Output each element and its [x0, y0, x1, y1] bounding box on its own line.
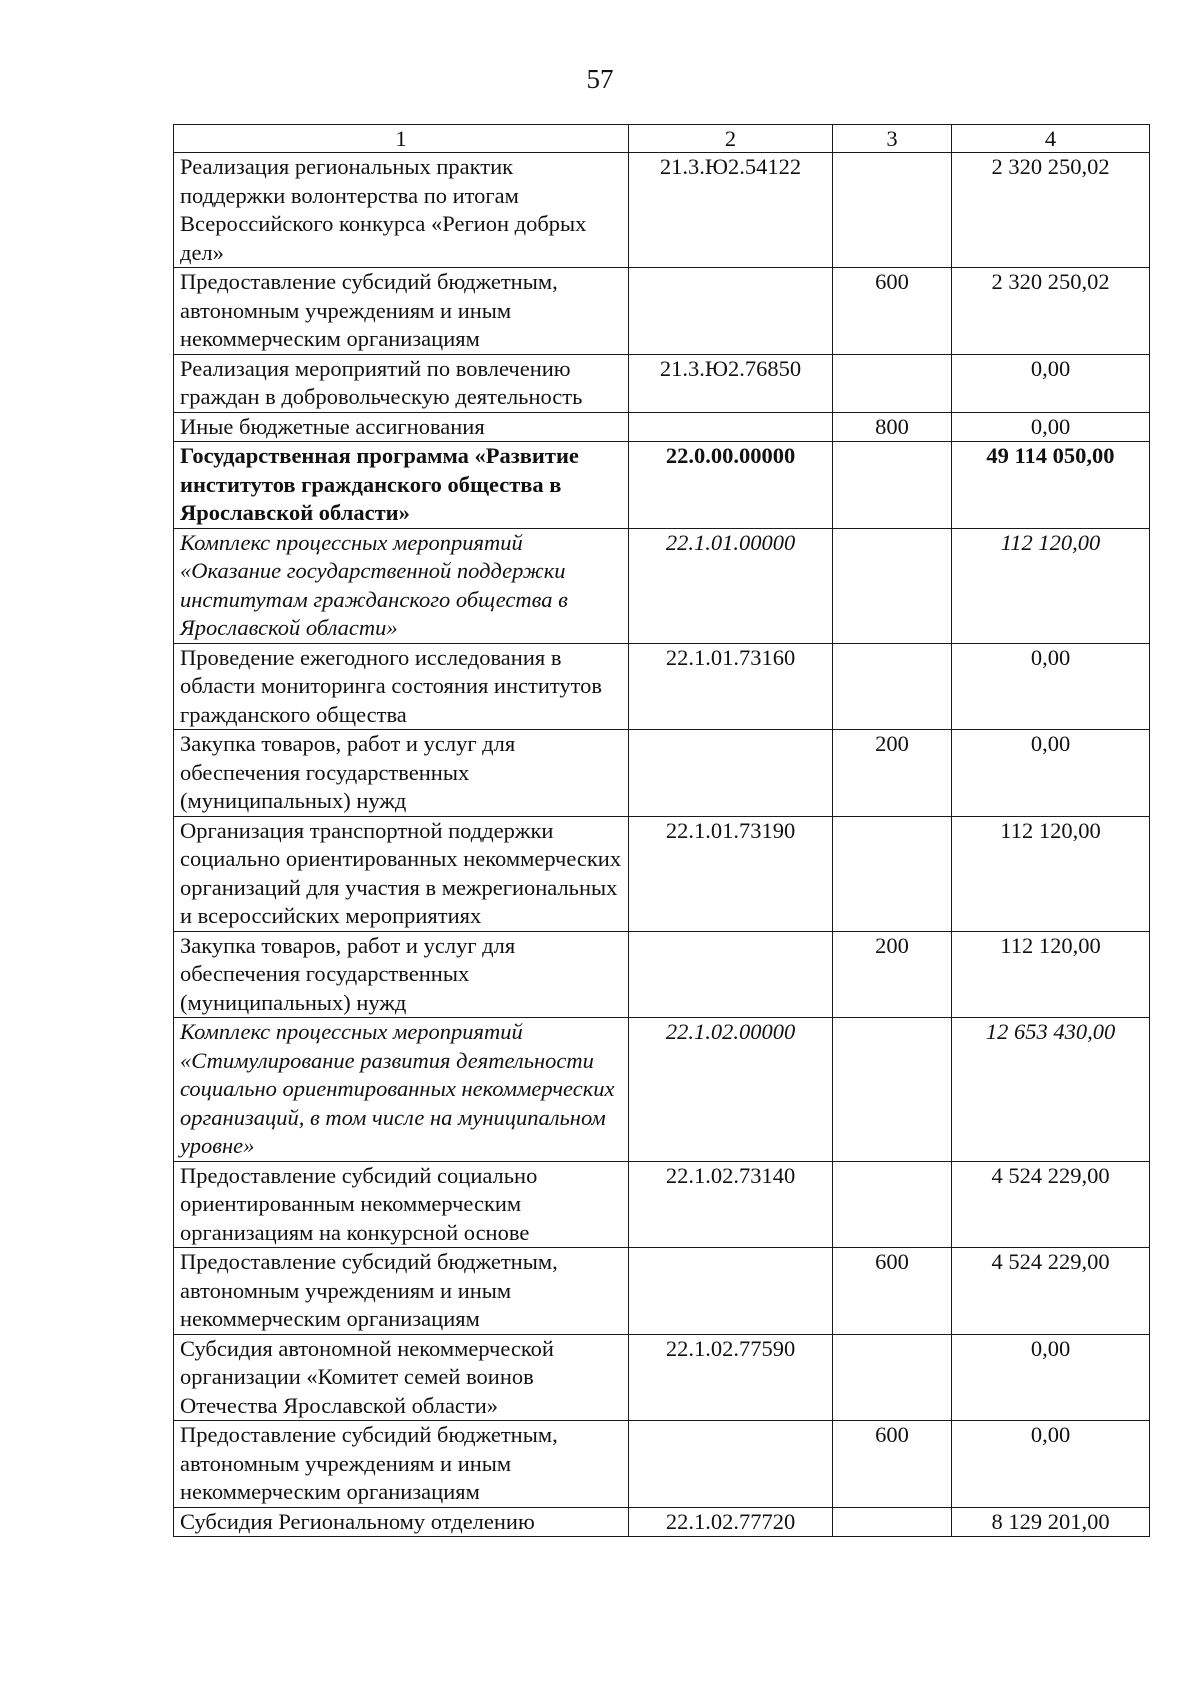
row-name-cell: Комплекс процессных мероприятий «Стимулирование развития деятельности социально ориентированных некоммерческих организаций, в том числе на муниципальном уровне»: [174, 1018, 629, 1162]
row-code-cell: 22.1.02.77590: [629, 1334, 833, 1421]
row-expense-type-cell: 600: [833, 268, 952, 355]
row-amount-cell: 12 653 430,00: [952, 1018, 1150, 1162]
header-cell-type: 3: [833, 125, 952, 153]
header-cell-amount: 4: [952, 125, 1150, 153]
row-amount-cell: 4 524 229,00: [952, 1248, 1150, 1335]
page-number: 57: [586, 64, 614, 94]
row-amount-cell: 0,00: [952, 354, 1150, 412]
row-name-cell: Реализация мероприятий по вовлечению граждан в добровольческую деятельность: [174, 354, 629, 412]
row-amount-cell: 0,00: [952, 1421, 1150, 1508]
row-expense-type-cell: [833, 1507, 952, 1537]
row-code-cell: 21.3.Ю2.54122: [629, 153, 833, 268]
row-name-cell: Комплекс процессных мероприятий «Оказание государственной поддержки институтам гражданского общества в Ярославской области»: [174, 528, 629, 643]
row-expense-type-cell: 200: [833, 931, 952, 1018]
row-code-cell: 22.1.02.77720: [629, 1507, 833, 1537]
row-code-cell: 22.0.00.00000: [629, 442, 833, 529]
row-code-cell: 22.1.01.00000: [629, 528, 833, 643]
row-code-cell: [629, 931, 833, 1018]
row-name-cell: Организация транспортной поддержки социально ориентированных некоммерческих организаций для участия в межрегиональных и всероссийских мероприятиях: [174, 816, 629, 931]
row-amount-cell: 0,00: [952, 412, 1150, 442]
row-code-cell: [629, 1248, 833, 1335]
row-code-cell: 22.1.02.00000: [629, 1018, 833, 1162]
row-code-cell: [629, 268, 833, 355]
row-expense-type-cell: [833, 528, 952, 643]
row-expense-type-cell: [833, 1018, 952, 1162]
table-body: [174, 125, 1150, 1537]
table-row: [174, 268, 1150, 355]
row-name-cell: Предоставление субсидий социально ориентированным некоммерческим организациям на конкурсной основе: [174, 1161, 629, 1248]
row-amount-cell: 49 114 050,00: [952, 442, 1150, 529]
header-cell-name: 1: [174, 125, 629, 153]
row-name-cell: Предоставление субсидий бюджетным, автономным учреждениям и иным некоммерческим организациям: [174, 268, 629, 355]
row-name-cell: Реализация региональных практик поддержки волонтерства по итогам Всероссийского конкурса «Регион добрых дел»: [174, 153, 629, 268]
row-expense-type-cell: 200: [833, 730, 952, 817]
table-row: [174, 442, 1150, 529]
row-amount-cell: 2 320 250,02: [952, 153, 1150, 268]
row-name-cell: Закупка товаров, работ и услуг для обеспечения государственных (муниципальных) нужд: [174, 730, 629, 817]
row-name-cell: Субсидия Региональному отделению: [174, 1507, 629, 1537]
row-code-cell: [629, 730, 833, 817]
budget-table: [173, 124, 1150, 1537]
row-name-cell: Закупка товаров, работ и услуг для обеспечения государственных (муниципальных) нужд: [174, 931, 629, 1018]
row-amount-cell: 0,00: [952, 643, 1150, 730]
table-row: [174, 1507, 1150, 1537]
row-name-cell: Субсидия автономной некоммерческой организации «Комитет семей воинов Отечества Ярославской области»: [174, 1334, 629, 1421]
table-row: [174, 816, 1150, 931]
row-expense-type-cell: [833, 1161, 952, 1248]
row-amount-cell: 112 120,00: [952, 528, 1150, 643]
row-expense-type-cell: [833, 442, 952, 529]
table-row: [174, 730, 1150, 817]
row-code-cell: 22.1.01.73160: [629, 643, 833, 730]
row-code-cell: 22.1.01.73190: [629, 816, 833, 931]
header-cell-code: 2: [629, 125, 833, 153]
row-amount-cell: 4 524 229,00: [952, 1161, 1150, 1248]
row-expense-type-cell: [833, 153, 952, 268]
table-row: [174, 1248, 1150, 1335]
row-expense-type-cell: 600: [833, 1421, 952, 1508]
table-row: [174, 153, 1150, 268]
row-expense-type-cell: [833, 643, 952, 730]
row-name-cell: Проведение ежегодного исследования в области мониторинга состояния институтов гражданского общества: [174, 643, 629, 730]
row-name-cell: Предоставление субсидий бюджетным, автономным учреждениям и иным некоммерческим организациям: [174, 1421, 629, 1508]
table-row: [174, 931, 1150, 1018]
table-row: [174, 1421, 1150, 1508]
row-name-cell: Государственная программа «Развитие институтов гражданского общества в Ярославской области»: [174, 442, 629, 529]
table-row: [174, 643, 1150, 730]
row-amount-cell: 112 120,00: [952, 931, 1150, 1018]
table-row: [174, 528, 1150, 643]
row-amount-cell: 112 120,00: [952, 816, 1150, 931]
row-expense-type-cell: [833, 1334, 952, 1421]
row-name-cell: Иные бюджетные ассигнования: [174, 412, 629, 442]
row-expense-type-cell: 800: [833, 412, 952, 442]
row-amount-cell: 0,00: [952, 730, 1150, 817]
row-amount-cell: 2 320 250,02: [952, 268, 1150, 355]
row-expense-type-cell: [833, 816, 952, 931]
row-amount-cell: 0,00: [952, 1334, 1150, 1421]
table-header-row: [174, 125, 1150, 153]
row-expense-type-cell: 600: [833, 1248, 952, 1335]
row-expense-type-cell: [833, 354, 952, 412]
table-row: [174, 1018, 1150, 1162]
row-code-cell: 21.3.Ю2.76850: [629, 354, 833, 412]
row-code-cell: 22.1.02.73140: [629, 1161, 833, 1248]
row-code-cell: [629, 1421, 833, 1508]
table-row: [174, 412, 1150, 442]
table-row: [174, 1334, 1150, 1421]
table-row: [174, 354, 1150, 412]
table-row: [174, 1161, 1150, 1248]
row-code-cell: [629, 412, 833, 442]
row-amount-cell: 8 129 201,00: [952, 1507, 1150, 1537]
row-name-cell: Предоставление субсидий бюджетным, автономным учреждениям и иным некоммерческим организациям: [174, 1248, 629, 1335]
